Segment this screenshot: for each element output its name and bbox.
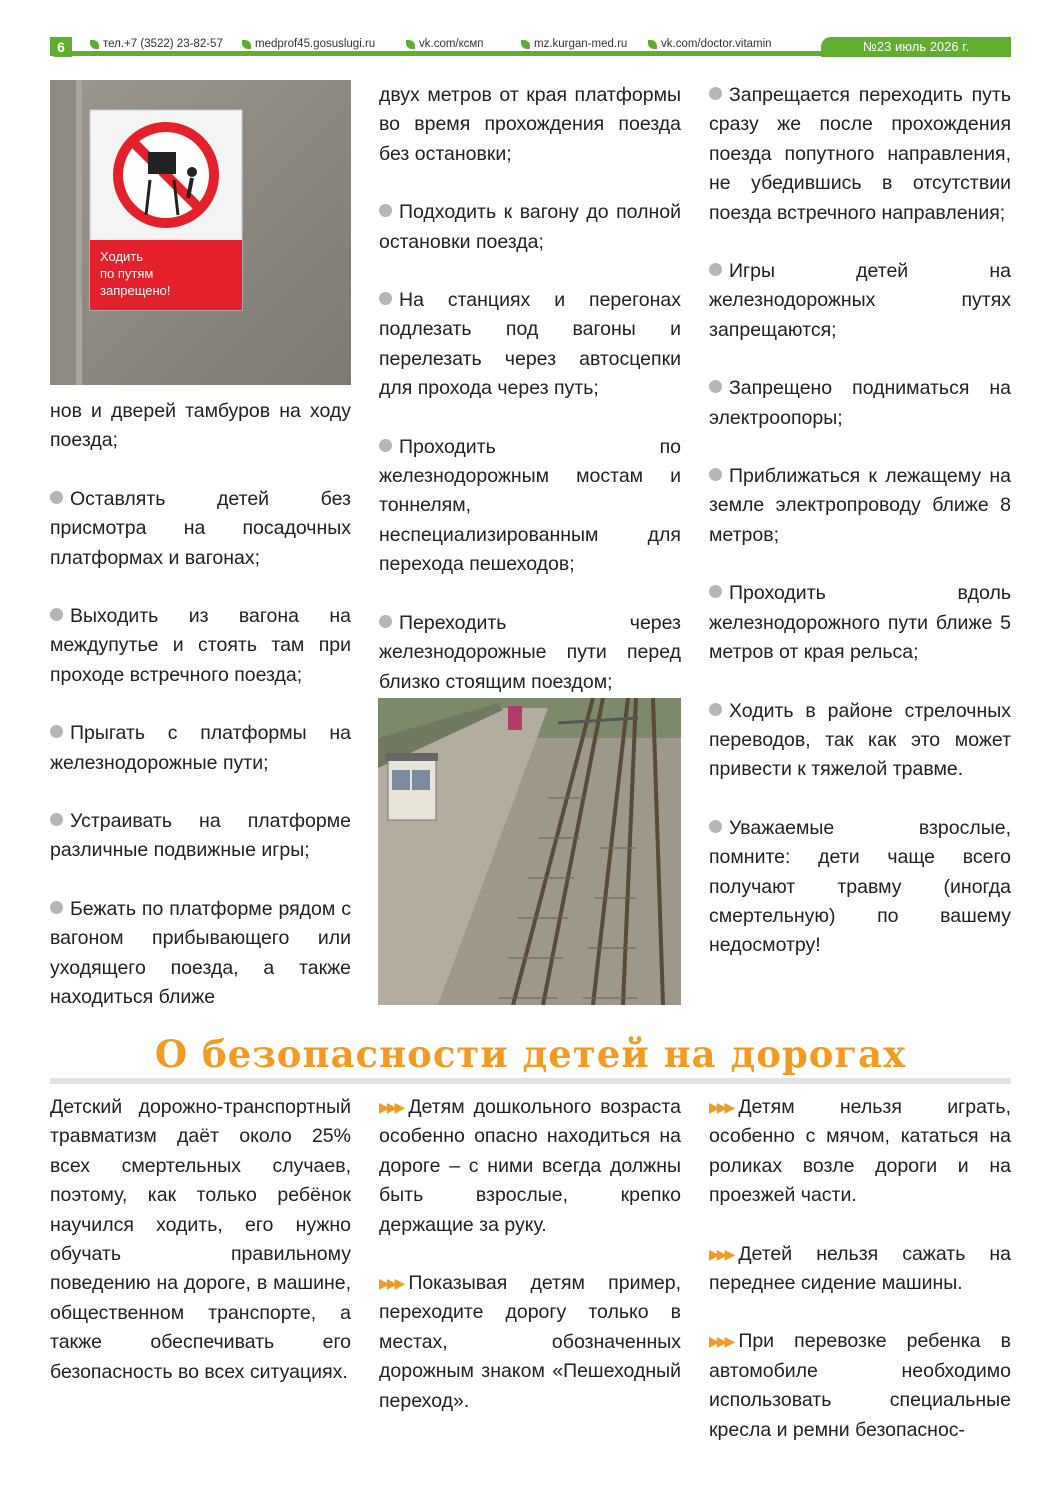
col3-p2: Игры детей на железнодорожных путях запрещаются; [709,260,1011,341]
sign-text-2: по путям [100,266,154,281]
section-col2-p2: ▶▶▶ Показывая детям пример, переходите дорогу только в местах, обозначенных дорожным знаком «Пешеходный переход». [379,1269,681,1416]
bullet-icon [50,725,63,738]
contact-vk-kcmp[interactable]: vk.com/кcмп [406,37,521,51]
railway-illustration [378,698,681,1005]
bullet-icon [709,380,722,393]
contact-phone: тел.+7 (3522) 23-82-57 [90,37,242,51]
leaf-icon [90,40,99,49]
section-col1-p1: Детский дорожно-транспортный травматизм даёт около 25% всех смертельных случаев, поэтому, как только ребёнок научился ходить, его нужно обучать правильному поведению на дороге, в машине, общественном транспорте, а также обеспечивать его безопасность во всех ситуациях. [50,1096,351,1383]
section-rule [50,1078,1011,1084]
section-column-1 [50,1093,351,1387]
bullet-icon [50,491,63,504]
bullet-icon [709,703,722,716]
contact-site[interactable]: medprof45.gosuslugi.ru [242,37,406,51]
bullet-icon [379,615,392,628]
col3-p7: Уважаемые взрослые, помните: дети чаще всего получают травму (иногда смертельную) по вашему недосмотру! [709,816,1011,957]
bullet-icon [709,585,722,598]
leaf-icon [648,40,657,49]
col3-p4: Приближаться к лежащему на земле электропроводу ближе 8 метров; [709,465,1011,546]
col2-p2: Подходить к вагону до полной остановки поезда; [379,201,681,253]
col1-p3: Выходить из вагона на междупутье и стоять там при проходе встречного поезда; [50,605,351,686]
contact-vk-vitamin[interactable]: vk.com/doctor.vitamin [648,37,798,51]
col1-p5: Устраивать на платформе различные подвижные игры; [50,810,351,862]
warning-sign-photo [50,80,351,385]
bullet-icon [50,813,63,826]
column-2 [379,81,681,697]
triple-arrow-icon: ▶▶▶ [379,1275,403,1292]
sign-text-3: запрещено! [100,283,171,298]
bullet-icon [50,608,63,621]
col1-p4: Прыгать с платформы на железнодорожные пути; [50,722,351,774]
triple-arrow-icon: ▶▶▶ [709,1099,733,1115]
col2-p5: Переходить через железнодорожные пути перед близко стоящим поездом; [379,611,681,693]
section-col3-p3: ▶▶▶ При перевозке ребенка в автомобиле необходимо использовать специальные кресла и ремни безопаснос- [709,1327,1011,1445]
col2-p3: На станциях и перегонах подлезать под вагоны и перелезать через автосцепки для прохода через путь; [379,289,681,400]
issue-badge: №23 июль 2026 г. [821,37,1011,57]
triple-arrow-icon: ▶▶▶ [709,1333,733,1350]
section-column-2 [379,1093,681,1416]
section-col2-p1: ▶▶▶ Детям дошкольного возраста особенно опасно находиться на дороге – с ними всегда должны быть взрослые, крепко держащие за руку. [379,1093,681,1240]
section-col3-p1: ▶▶▶ Детям нельзя играть, особенно с мячом, кататься на роликах возле дороги и на проезжей части. [709,1093,1011,1211]
column-3 [709,81,1011,961]
warning-sign-illustration [50,80,351,385]
col2-p4: Проходить по железнодорожным мостам и тоннелям, неспециализированным для перехода пешеходов; [379,435,681,576]
section-column-3 [709,1093,1011,1445]
sign-text-1: Ходить [100,249,144,264]
page-header [50,37,1011,57]
col3-p5: Проходить вдоль железнодорожного пути ближе 5 метров от края рельса; [709,582,1011,664]
bullet-icon [379,204,392,217]
bullet-icon [709,87,722,100]
bullet-icon [379,292,392,305]
leaf-icon [521,40,530,49]
contact-mz-site[interactable]: mz.kurgan-med.ru [521,37,648,51]
col2-p1: двух метров от края платформы во время прохождения поезда без остановки; [379,84,681,165]
triple-arrow-icon: ▶▶▶ [379,1099,403,1115]
bullet-icon [709,468,722,481]
bullet-icon [709,263,722,276]
contacts-bar [90,37,798,51]
col1-p1: нов и дверей тамбуров на ходу поезда; [50,400,351,452]
bullet-icon [709,820,722,833]
section-col3-p2: ▶▶▶ Детей нельзя сажать на переднее сидение машины. [709,1240,1011,1299]
col3-p1: Запрещается переходить путь сразу же после прохождения поезда попутного направления, не убедившись в отсутствии поезда встречного направления; [709,84,1011,224]
col1-p2: Оставлять детей без присмотра на посадочных платформах и вагонах; [50,487,351,569]
col1-p6: Бежать по платформе рядом с вагоном прибывающего или уходящего поезда, а также находиться ближе [50,897,351,1009]
leaf-icon [406,40,415,49]
bullet-icon [379,439,392,452]
bullet-icon [50,901,63,914]
triple-arrow-icon: ▶▶▶ [709,1245,733,1262]
col3-p6: Ходить в районе стрелочных переводов, так как это может привести к тяжелой травме. [709,699,1011,781]
leaf-icon [242,40,251,49]
railway-tracks-photo [378,698,681,1005]
col3-p3: Запрещено подниматься на электроопоры; [709,377,1011,429]
section-title: О безопасности детей на дорогах [154,1032,907,1076]
column-1 [50,397,351,1013]
page-number: 6 [50,37,72,57]
